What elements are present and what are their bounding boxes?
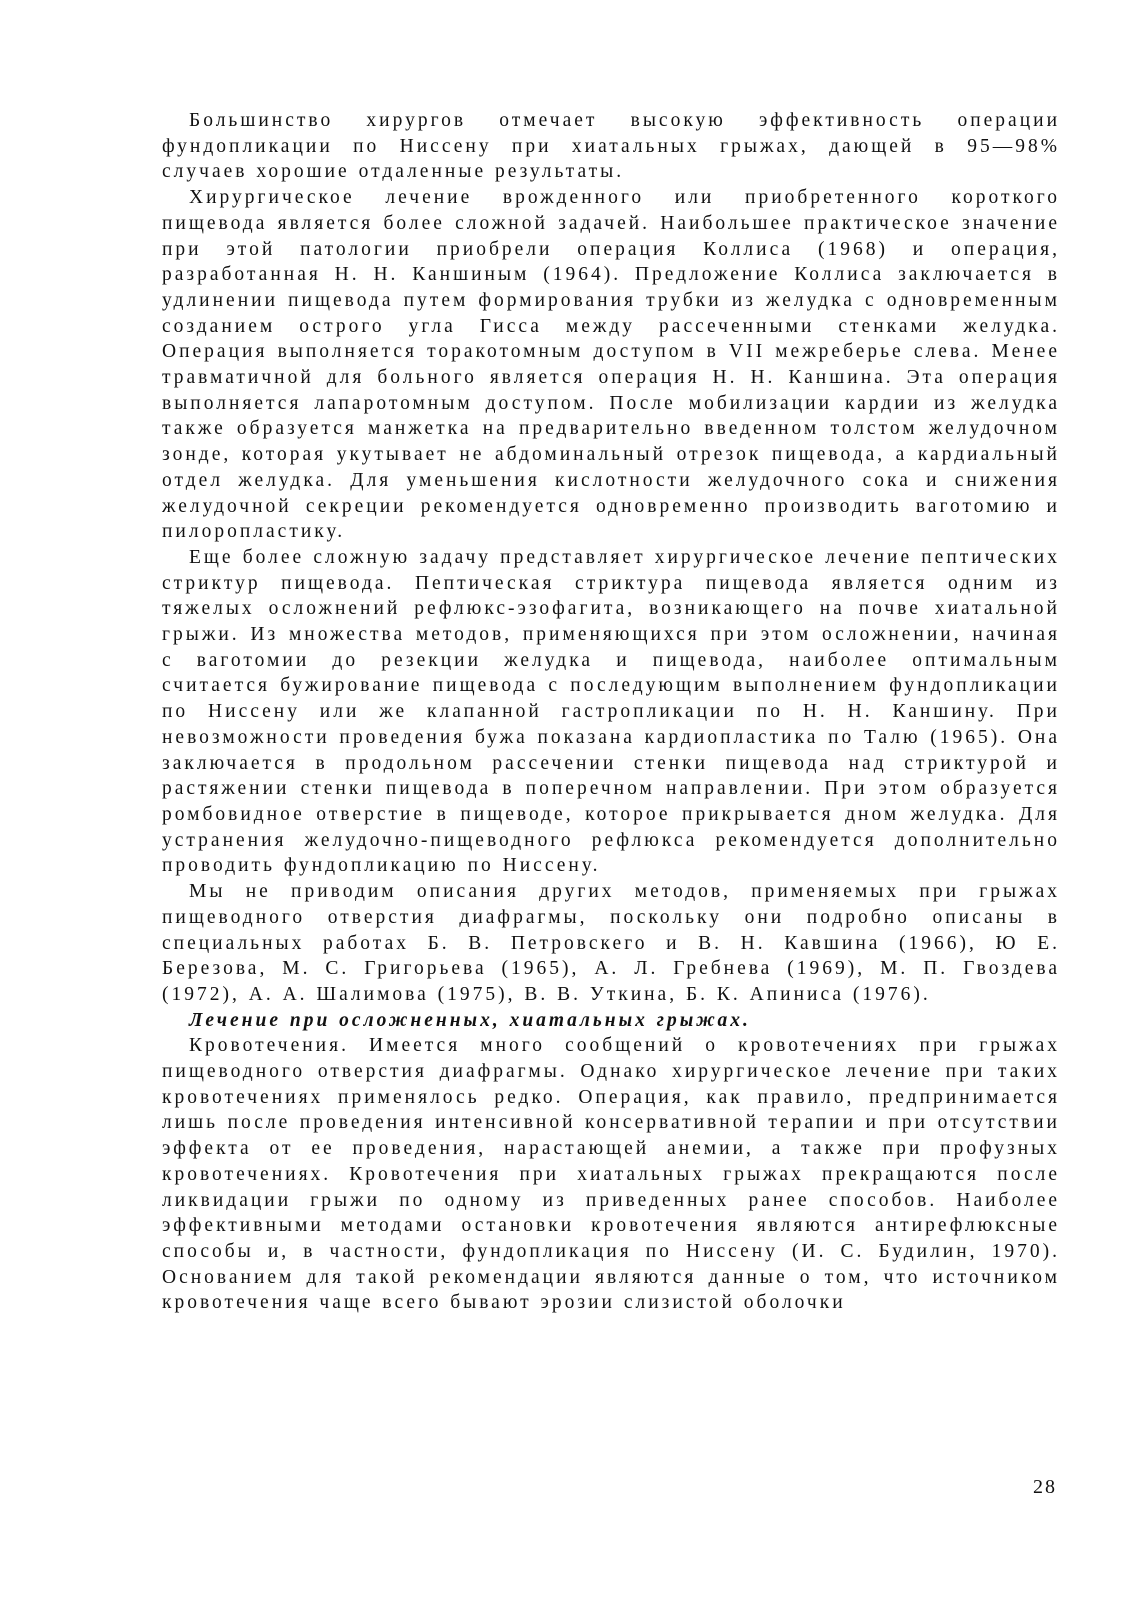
section-heading: Лечение при осложненных, хиатальных грыжах. — [189, 1009, 751, 1031]
page-number: 28 — [1033, 1476, 1057, 1498]
text-column — [162, 108, 1060, 1316]
paragraph-bleeding: Кровотечения. Имеется много сообщений о кровотечениях при грыжах пищеводного отверстия диафрагмы. Однако хирургическое лечение при таких кровотечениях применялось редко. Операция, как правило, предпринимается лишь после проведения интенсивной консервативной терапии и при отсутствии эффекта от ее проведения, нарастающей анемии, а также при профузных кровотечениях. Кровотечения при хиатальных грыжах прекращаются после ликвидации грыжи по одному из приведенных ранее способов. Наиболее эффективными методами остановки кровотечения являются антирефлюксные способы и, в частности, фундопликация по Ниссену (И. С. Будилин, 1970). Основанием для такой рекомендации являются данные о том, что источником кровотечения чаще всего бывают эрозии слизистой оболочки — [162, 1035, 1060, 1314]
paragraph-other-methods: Мы не приводим описания других методов, применяемых при грыжах пищеводного отверстия диафрагмы, поскольку они подробно описаны в специальных работах Б. В. Петровскего и В. Н. Кавшина (1966), Ю Е. Березова, М. С. Григорьева (1965), А. Л. Гребнева (1969), М. П. Гвоздева (1972), А. А. Шалимова (1975), В. В. Уткина, Б. К. Апиниса (1976). — [162, 881, 1060, 1005]
paragraph-nissen-efficacy: Большинство хирургов отмечает высокую эффективность операции фундопликации по Ниссену при хиатальных грыжах, дающей в 95—98% случаев хорошие отдаленные результаты. — [162, 110, 1060, 183]
paragraph-short-esophagus: Хирургическое лечение врожденного или приобретенного короткого пищевода является более сложной задачей. Наибольшее практическое значение при этой патологии приобрели операция Коллиса (1968) и операция, разработанная Н. Н. Каншиным (1964). Предложение Коллиса заключается в удлинении пищевода путем формирования трубки из желудка с одновременным созданием острого угла Гисса между рассеченными стенками желудка. Операция выполняется торакотомным доступом в VII межреберье слева. Менее травматичной для больного является операция Н. Н. Каншина. Эта операция выполняется лапаротомным доступом. После мобилизации кардии из желудка также образуется манжетка на предварительно введенном толстом желудочном зонде, которая укутывает не абдоминальный отрезок пищевода, а кардиальный отдел желудка. Для уменьшения кислотности желудочного сока и снижения желудочной секреции рекомендуется одновременно производить ваготомию и пилоропластику. — [162, 187, 1060, 543]
paragraph-peptic-strictures: Еще более сложную задачу представляет хирургическое лечение пептических стриктур пищевода. Пептическая стриктура пищевода является одним из тяжелых осложнений рефлюкс-эзофагита, возникающего на почве хиатальной грыжи. Из множества методов, применяющихся при этом осложнении, начиная с ваготомии до резекции желудка и пищевода, наиболее оптимальным считается бужирование пищевода с последующим выполнением фундопликации по Ниссену или же клапанной гастропликации по Н. Н. Каншину. При невозможности проведения бужа показана кардиопластика по Талю (1965). Она заключается в продольном рассечении стенки пищевода над стриктурой и растяжении стенки пищевода в поперечном направлении. При этом образуется ромбовидное отверстие в пищеводе, которое прикрывается дном желудка. Для устранения желудочно-пищеводного рефлюкса рекомендуется дополнительно проводить фундопликацию по Ниссену. — [162, 546, 1060, 877]
